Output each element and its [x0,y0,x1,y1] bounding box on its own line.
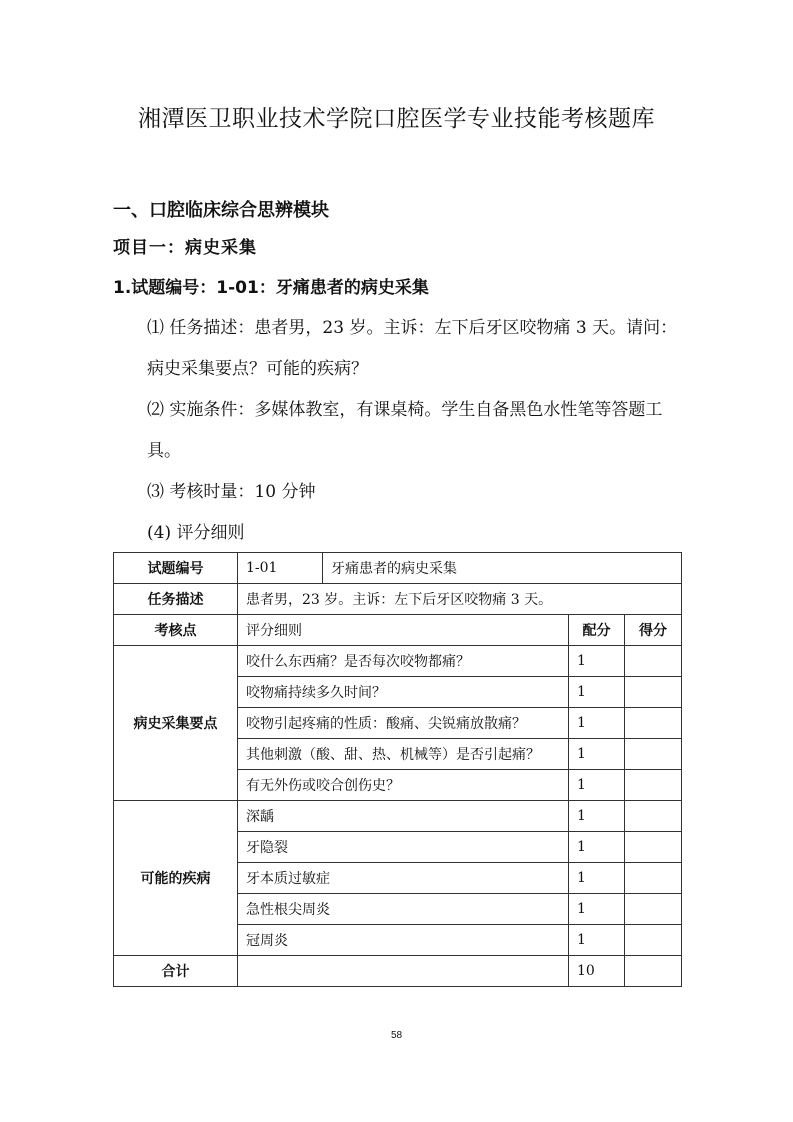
header-detail: 评分细则 [238,615,569,646]
group-label: 病史采集要点 [114,646,238,801]
row-detail: 有无外伤或咬合创伤史？ [238,770,569,801]
header-got: 得分 [625,615,682,646]
item-number: ⑴ [147,318,164,338]
id-title: 牙痛患者的病史采集 [323,553,682,584]
row-got [625,646,682,677]
row-got [625,708,682,739]
question-heading: 1.试题编号：1-01：牙痛患者的病史采集 [113,278,429,298]
page-number: 58 [390,1030,403,1041]
scoring-table [113,552,682,987]
row-score: 1 [569,801,625,832]
item-text: 考核时量：10 分钟 [169,482,316,502]
id-value: 1-01 [238,553,323,584]
table-row [114,584,682,615]
row-score: 1 [569,863,625,894]
rubric-heading [113,513,688,554]
row-detail: 咬物痛持续多久时间？ [238,677,569,708]
item-text: 评分细则 [176,523,245,543]
total-got [625,956,682,987]
item-number: ⑶ [147,482,164,502]
item-text: 实施条件：多媒体教室，有课桌椅。学生自备黑色水性笔等答题工具。 [147,400,663,461]
item-number: (4) [147,523,172,543]
row-got [625,925,682,956]
total-row [114,956,682,987]
header-point: 考核点 [114,615,238,646]
row-got [625,894,682,925]
table-row [114,801,682,832]
task-label: 任务描述 [114,584,238,615]
row-detail: 牙本质过敏症 [238,863,569,894]
row-score: 1 [569,925,625,956]
table-header-row [114,615,682,646]
row-detail: 咬什么东西痛？是否每次咬物都痛？ [238,646,569,677]
row-score: 1 [569,646,625,677]
table-row [114,553,682,584]
implementation-conditions [113,390,688,472]
row-detail: 冠周炎 [238,925,569,956]
row-score: 1 [569,739,625,770]
row-score: 1 [569,894,625,925]
row-detail: 牙隐裂 [238,832,569,863]
row-got [625,801,682,832]
id-label: 试题编号 [114,553,238,584]
project-heading: 项目一：病史采集 [113,238,257,258]
exam-time [113,472,688,513]
row-detail: 深龋 [238,801,569,832]
header-score: 配分 [569,615,625,646]
task-value: 患者男，23 岁。主诉：左下后牙区咬物痛 3 天。 [238,584,682,615]
row-score: 1 [569,677,625,708]
total-value: 10 [569,956,625,987]
item-text: 任务描述：患者男，23 岁。主诉：左下后牙区咬物痛 3 天。请问：病史采集要点？可能的疾病？ [147,318,678,379]
task-description [113,308,688,390]
group-label: 可能的疾病 [114,801,238,956]
table-row [114,646,682,677]
row-detail: 急性根尖周炎 [238,894,569,925]
row-score: 1 [569,770,625,801]
total-blank [238,956,569,987]
total-label: 合计 [114,956,238,987]
row-score: 1 [569,708,625,739]
row-got [625,739,682,770]
row-detail: 其他刺激（酸、甜、热、机械等）是否引起痛？ [238,739,569,770]
item-number: ⑵ [147,400,164,420]
row-score: 1 [569,832,625,863]
row-detail: 咬物引起疼痛的性质：酸痛、尖锐痛放散痛？ [238,708,569,739]
row-got [625,677,682,708]
row-got [625,832,682,863]
page-title: 湘潭医卫职业技术学院口腔医学专业技能考核题库 [138,106,655,132]
row-got [625,770,682,801]
row-got [625,863,682,894]
section-heading: 一、口腔临床综合思辨模块 [113,200,329,221]
